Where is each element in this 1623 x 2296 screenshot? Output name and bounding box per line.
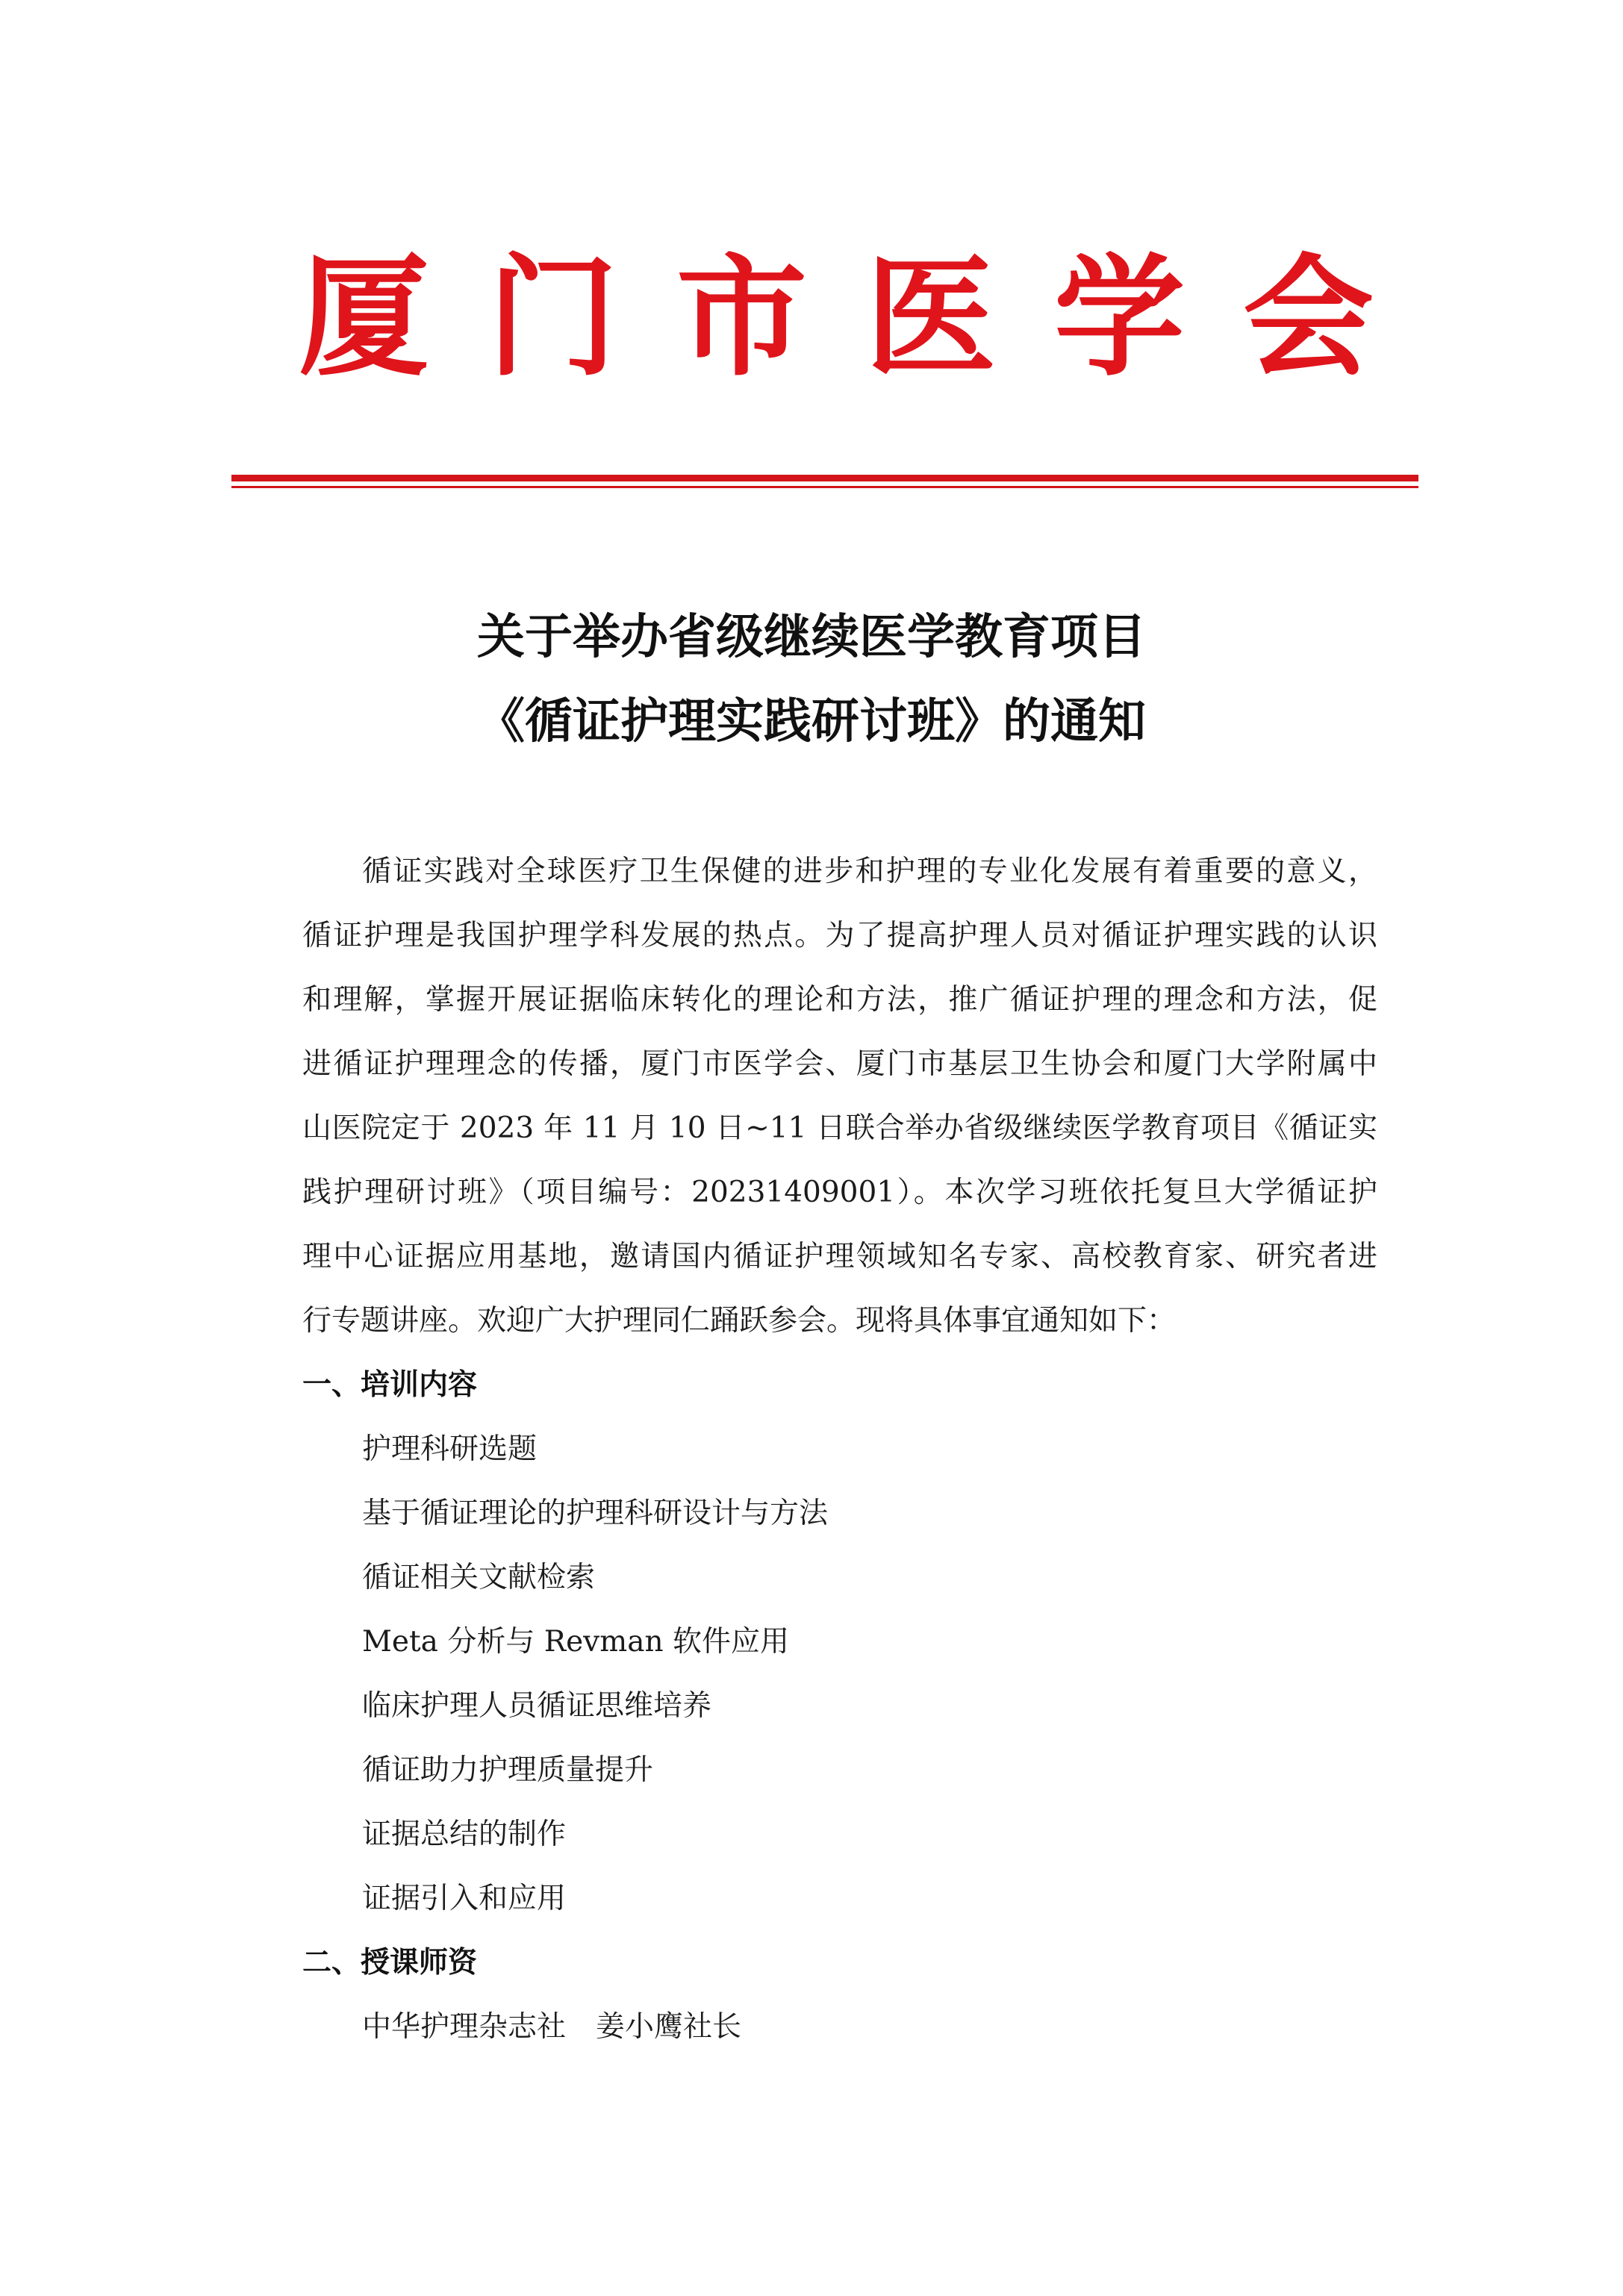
letterhead-char: 市 — [676, 240, 807, 394]
training-item: 证据总结的制作 — [362, 1818, 567, 1851]
training-item: Meta 分析与 Revman 软件应用 — [362, 1625, 789, 1659]
document-title-line1: 关于举办省级继续医学教育项目 — [477, 610, 1146, 665]
letterhead-char: 学 — [1054, 240, 1185, 394]
paragraph-line: 和理解，掌握开展证据临床转化的理论和方法，推广循证护理的理念和方法，促 — [302, 983, 1377, 1017]
training-item: 循证助力护理质量提升 — [362, 1753, 654, 1787]
training-item: 证据引入和应用 — [362, 1882, 567, 1915]
paragraph-line: 循证护理是我国护理学科发展的热点。为了提高护理人员对循证护理实践的认识 — [302, 919, 1377, 952]
faculty-person: 姜小鹰社长 — [596, 2010, 742, 2044]
letterhead — [299, 240, 1374, 394]
letterhead-divider-thick — [231, 475, 1418, 481]
paragraph-line: 理中心证据应用基地，邀请国内循证护理领域知名专家、高校教育家、研究者进 — [302, 1240, 1377, 1273]
faculty-org: 中华护理杂志社 — [362, 2010, 567, 2044]
section-heading-faculty: 二、授课师资 — [302, 1946, 478, 1980]
intro-paragraph — [302, 840, 1377, 1353]
training-item: 循证相关文献检索 — [362, 1561, 596, 1594]
training-item: 临床护理人员循证思维培养 — [362, 1689, 712, 1723]
paragraph-line: 山医院定于 2023 年 11 月 10 日~11 日联合举办省级继续医学教育项目《循证实 — [302, 1111, 1377, 1145]
letterhead-char: 门 — [487, 240, 618, 394]
letterhead-char: 厦 — [299, 240, 429, 394]
faculty-entry — [362, 1995, 771, 2059]
paragraph-line: 进循证护理理念的传播，厦门市医学会、厦门市基层卫生协会和厦门大学附属中 — [302, 1047, 1377, 1081]
training-item: 护理科研选题 — [362, 1432, 538, 1466]
letterhead-divider-thin — [231, 486, 1418, 488]
document-title-line2: 《循证护理实践研讨班》的通知 — [477, 694, 1146, 749]
paragraph-line: 循证实践对全球医疗卫生保健的进步和护理的专业化发展有着重要的意义， — [362, 855, 1377, 888]
paragraph-line: 践护理研讨班》（项目编号：20231409001）。本次学习班依托复旦大学循证护 — [302, 1176, 1377, 1209]
letterhead-char: 会 — [1243, 240, 1374, 394]
paragraph-line: 行专题讲座。欢迎广大护理同仁踊跃参会。现将具体事宜通知如下： — [302, 1304, 1177, 1338]
letterhead-char: 医 — [865, 240, 996, 394]
training-item: 基于循证理论的护理科研设计与方法 — [362, 1497, 829, 1530]
section-heading-training-content: 一、培训内容 — [302, 1368, 478, 1402]
